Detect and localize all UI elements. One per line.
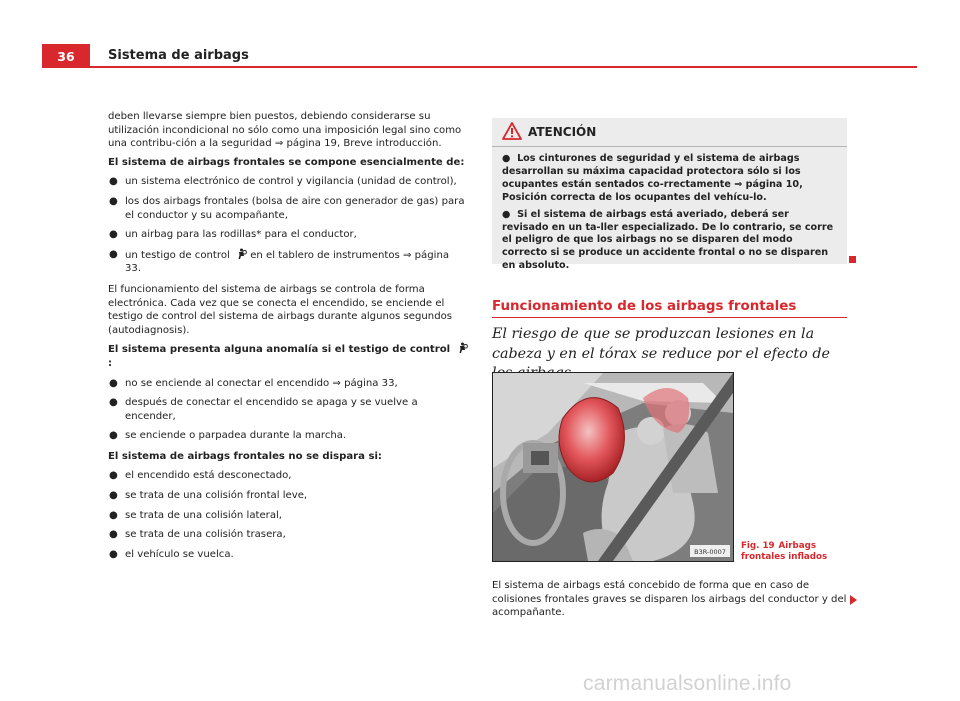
figure-airbags-inflated	[492, 372, 734, 562]
figure-code: B3R-0007	[694, 548, 726, 556]
list-item: ● un airbag para las rodillas* para el conductor,	[109, 229, 357, 241]
left-column	[108, 110, 468, 567]
bullet-icon: ●	[109, 529, 118, 541]
bullet-icon: ●	[109, 509, 118, 521]
airbag-warning-lamp-icon	[236, 248, 247, 259]
warning-title: ATENCIÓN	[528, 125, 597, 139]
bullet-icon: ●	[109, 490, 118, 502]
page-number: 36	[42, 44, 90, 68]
bullet-icon: ●	[109, 195, 118, 207]
bullet-icon: ●	[502, 153, 511, 164]
section-end-marker	[849, 256, 856, 263]
warning-item: ● Si el sistema de airbags está averiado, deberá ser revisado en un ta-ller especializado. De lo contrario, se corre el peligro de que los airbags no se disparen del modo correcto si se produce un accidente frontal o no se disparen en absoluto.	[502, 208, 834, 272]
section-rule	[492, 317, 847, 318]
airbag-warning-lamp-icon	[457, 342, 468, 353]
list-item: ● un sistema electrónico de control y vigilancia (unidad de control),	[109, 176, 457, 188]
list-item: ● después de conectar el encendido se apaga y se vuelve a encender,	[109, 397, 418, 422]
no-deploy-heading: El sistema de airbags frontales no se dispara si:	[108, 450, 382, 462]
intro-paragraph: deben llevarse siempre bien puestos, debiendo considerarse su utilización incondicional no sólo como una imposición legal sino como una contribu-ción a la seguridad ⇒ página 19, Breve introducción.	[108, 111, 462, 150]
warning-item: ● Los cinturones de seguridad y el sistema de airbags desarrollan su máxima capacidad protectora sólo si los ocupantes están sentados co-rrectamente ⇒ página 10, Posición correcta de los ocupantes del vehícu-lo.	[502, 153, 803, 203]
bullet-icon: ●	[109, 548, 118, 560]
warning-box	[492, 118, 847, 272]
header-title: Sistema de airbags	[108, 48, 249, 63]
warning-triangle-icon	[502, 122, 522, 140]
fault-heading: El sistema presenta alguna anomalía si el testigo de control :	[108, 342, 468, 370]
bullet-icon: ●	[502, 208, 511, 220]
section-title: Funcionamiento de los airbags frontales	[492, 299, 797, 314]
section-subtitle: El riesgo de que se produzcan lesiones en la cabeza y en el tórax se reduce por el efecto de	[492, 326, 830, 362]
list-item: ● se trata de una colisión lateral,	[109, 509, 283, 521]
components-heading: El sistema de airbags frontales se compone esencialmente de:	[108, 156, 465, 168]
list-item: ● un testigo de control en el tablero de instrumentos ⇒ página 33.	[109, 248, 450, 275]
figure-caption: Fig. 19 Airbags frontales inflados	[741, 541, 828, 562]
warning-header	[492, 118, 847, 147]
continue-arrow-icon	[850, 595, 857, 605]
list-item: ● los dos airbags frontales (bolsa de aire con generador de gas) para el conductor y su acompañante,	[109, 195, 465, 221]
bullet-icon: ●	[109, 176, 118, 188]
bullet-icon: ●	[109, 229, 118, 241]
list-item: ● el encendido está desconectado,	[109, 470, 292, 482]
header-rule	[90, 66, 917, 68]
list-item: ● se enciende o parpadea durante la marcha.	[109, 430, 347, 442]
bullet-icon: ●	[109, 248, 118, 260]
function-paragraph: El funcionamiento del sistema de airbags se controla de forma electrónica. Cada vez que se conecta el encendido, se enciende el testigo de control del sistema de airbags durante algunos segundos (autodiagnosis).	[108, 283, 453, 336]
bullet-icon: ●	[109, 377, 118, 389]
warning-body	[492, 147, 847, 273]
watermark: carmanualsonline.info	[583, 672, 792, 695]
list-item: ● no se enciende al conectar el encendido ⇒ página 33,	[109, 377, 398, 389]
list-item: ● se trata de una colisión trasera,	[109, 529, 286, 541]
list-item: ● se trata de una colisión frontal leve,	[109, 490, 308, 502]
body-paragraph: El sistema de airbags está concebido de forma que en caso de colisiones frontales graves se disparen los airbags del conductor y del acompañante.	[492, 580, 847, 619]
list-item: ● el vehículo se vuelca.	[109, 548, 234, 560]
bullet-icon: ●	[109, 397, 118, 409]
bullet-icon: ●	[109, 470, 118, 482]
bullet-icon: ●	[109, 430, 118, 442]
